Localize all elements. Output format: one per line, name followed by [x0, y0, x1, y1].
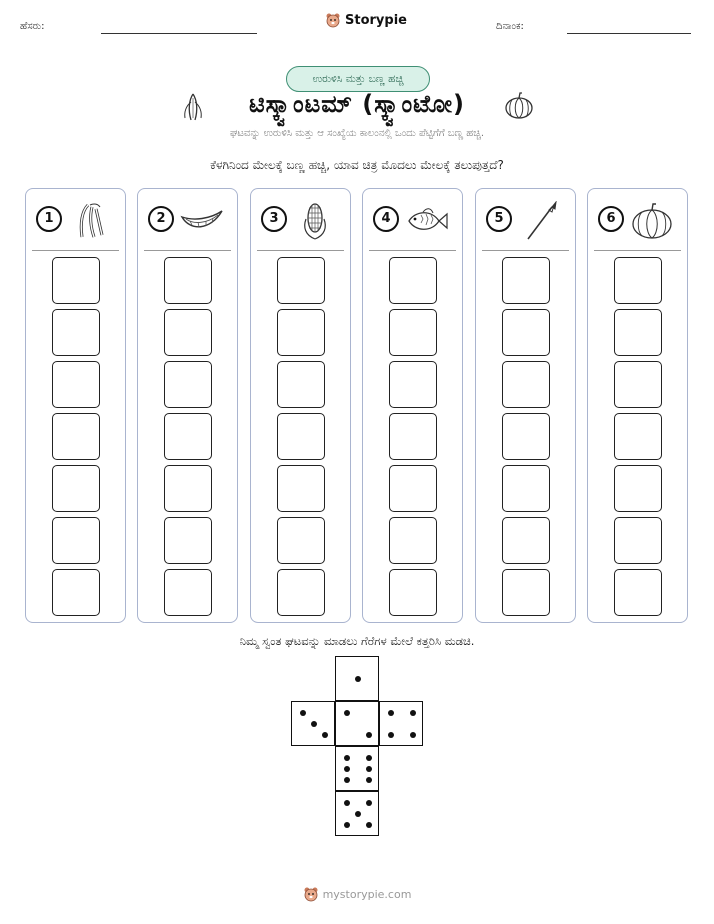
footer-url[interactable]: mystorypie.com	[322, 887, 412, 901]
color-box[interactable]	[277, 309, 325, 356]
dice-face-4	[379, 701, 423, 746]
color-box[interactable]	[614, 361, 662, 408]
pip	[366, 822, 372, 828]
pip	[355, 676, 361, 682]
column-number: 4	[373, 206, 399, 232]
column-4	[362, 188, 463, 623]
color-box[interactable]	[502, 361, 550, 408]
color-box[interactable]	[389, 361, 437, 408]
color-box[interactable]	[502, 309, 550, 356]
dice-face-1	[335, 656, 379, 701]
color-box[interactable]	[277, 257, 325, 304]
pip	[388, 732, 394, 738]
brand-name: Storypie	[345, 12, 407, 28]
bean-pods-icon	[68, 201, 112, 241]
dice-face-6	[335, 746, 379, 791]
color-box[interactable]	[389, 569, 437, 616]
column-divider	[144, 250, 231, 251]
page-title: ಟಿಸ್ಕ್ವಾಂಟಮ್ (ಸ್ಕ್ವಾಂಟೋ)	[248, 90, 466, 118]
activity-pill: ಉರುಳಿಸಿ ಮತ್ತು ಬಣ್ಣ ಹಚ್ಚಿ	[286, 66, 430, 92]
color-box[interactable]	[164, 569, 212, 616]
column-number: 6	[598, 206, 624, 232]
pip	[344, 710, 350, 716]
color-box[interactable]	[277, 465, 325, 512]
dice-face-3	[291, 701, 335, 746]
pip	[322, 732, 328, 738]
color-box[interactable]	[502, 569, 550, 616]
column-number: 1	[36, 206, 62, 232]
pip	[366, 800, 372, 806]
color-box[interactable]	[164, 465, 212, 512]
color-box[interactable]	[389, 257, 437, 304]
pip	[388, 710, 394, 716]
color-box[interactable]	[164, 309, 212, 356]
color-box[interactable]	[52, 465, 100, 512]
color-box[interactable]	[502, 257, 550, 304]
color-box[interactable]	[614, 309, 662, 356]
name-label: ಹೆಸರು:	[20, 21, 45, 32]
color-box[interactable]	[614, 465, 662, 512]
color-box[interactable]	[614, 517, 662, 564]
pip	[366, 766, 372, 772]
color-box[interactable]	[502, 517, 550, 564]
color-box[interactable]	[164, 413, 212, 460]
pip	[344, 822, 350, 828]
color-box[interactable]	[502, 413, 550, 460]
column-number: 3	[261, 206, 287, 232]
pip	[410, 732, 416, 738]
question-text: ಕೆಳಗಿನಿಂದ ಮೇಲಕ್ಕೆ ಬಣ್ಣ ಹಚ್ಚಿ, ಯಾವ ಚಿತ್ರ ಮೊದಲು ಮೇಲಕ್ಕೆ ತಲುಪುತ್ತದೆ?	[210, 158, 504, 172]
color-box[interactable]	[164, 517, 212, 564]
column-1	[25, 188, 126, 623]
color-box[interactable]	[614, 257, 662, 304]
pumpkin-title-icon	[504, 92, 534, 120]
corn-icon	[293, 201, 337, 241]
pumpkin-icon	[630, 201, 674, 241]
fold-instruction: ನಿಮ್ಮ ಸ್ವಂತ ಘಟವನ್ನು ಮಾಡಲು ಗೆರೆಗಳ ಮೇಲೆ ಕತ್ತರಿಸಿ ಮಡಚಿ.	[239, 634, 475, 648]
date-label: ದಿನಾಂಕ:	[496, 21, 524, 32]
storypie-logo-icon	[325, 12, 341, 28]
color-box[interactable]	[277, 361, 325, 408]
column-5	[475, 188, 576, 623]
color-box[interactable]	[614, 569, 662, 616]
column-2	[137, 188, 238, 623]
color-box[interactable]	[164, 257, 212, 304]
pip	[344, 777, 350, 783]
color-box[interactable]	[52, 413, 100, 460]
spear-icon	[518, 201, 562, 241]
pip	[344, 800, 350, 806]
pip	[355, 811, 361, 817]
pip	[344, 755, 350, 761]
date-line[interactable]	[567, 33, 691, 34]
name-line[interactable]	[101, 33, 257, 34]
dice-net	[290, 656, 424, 836]
column-number: 5	[486, 206, 512, 232]
color-box[interactable]	[502, 465, 550, 512]
pip	[366, 777, 372, 783]
column-divider	[32, 250, 119, 251]
column-number: 2	[148, 206, 174, 232]
color-box[interactable]	[277, 517, 325, 564]
column-divider	[594, 250, 681, 251]
dice-face-5	[335, 791, 379, 836]
column-divider	[369, 250, 456, 251]
footer	[0, 886, 714, 902]
color-box[interactable]	[277, 413, 325, 460]
storypie-footer-logo-icon	[303, 886, 319, 902]
color-box[interactable]	[389, 413, 437, 460]
color-box[interactable]	[164, 361, 212, 408]
color-box[interactable]	[389, 309, 437, 356]
canoe-icon	[180, 201, 224, 241]
subtitle: ಘಟವನ್ನು ಉರುಳಿಸಿ ಮತ್ತು ಆ ಸಂಖ್ಯೆಯ ಕಾಲಂನಲ್ಲಿ ಒಂದು ಪೆಟ್ಟಿಗೆಗೆ ಬಣ್ಣ ಹಚ್ಚಿ.	[229, 128, 485, 139]
color-box[interactable]	[52, 361, 100, 408]
color-box[interactable]	[52, 257, 100, 304]
pip	[311, 721, 317, 727]
fish-icon	[405, 201, 449, 241]
color-box[interactable]	[52, 569, 100, 616]
pip	[344, 766, 350, 772]
dice-face-2	[335, 701, 379, 746]
color-box[interactable]	[614, 413, 662, 460]
pip	[366, 755, 372, 761]
column-3	[250, 188, 351, 623]
color-box[interactable]	[52, 309, 100, 356]
color-box[interactable]	[277, 569, 325, 616]
color-box[interactable]	[389, 465, 437, 512]
column-6	[587, 188, 688, 623]
color-box[interactable]	[389, 517, 437, 564]
color-box[interactable]	[52, 517, 100, 564]
pip	[366, 732, 372, 738]
pip	[410, 710, 416, 716]
column-divider	[482, 250, 569, 251]
pip	[300, 710, 306, 716]
column-divider	[257, 250, 344, 251]
brand	[325, 12, 407, 28]
